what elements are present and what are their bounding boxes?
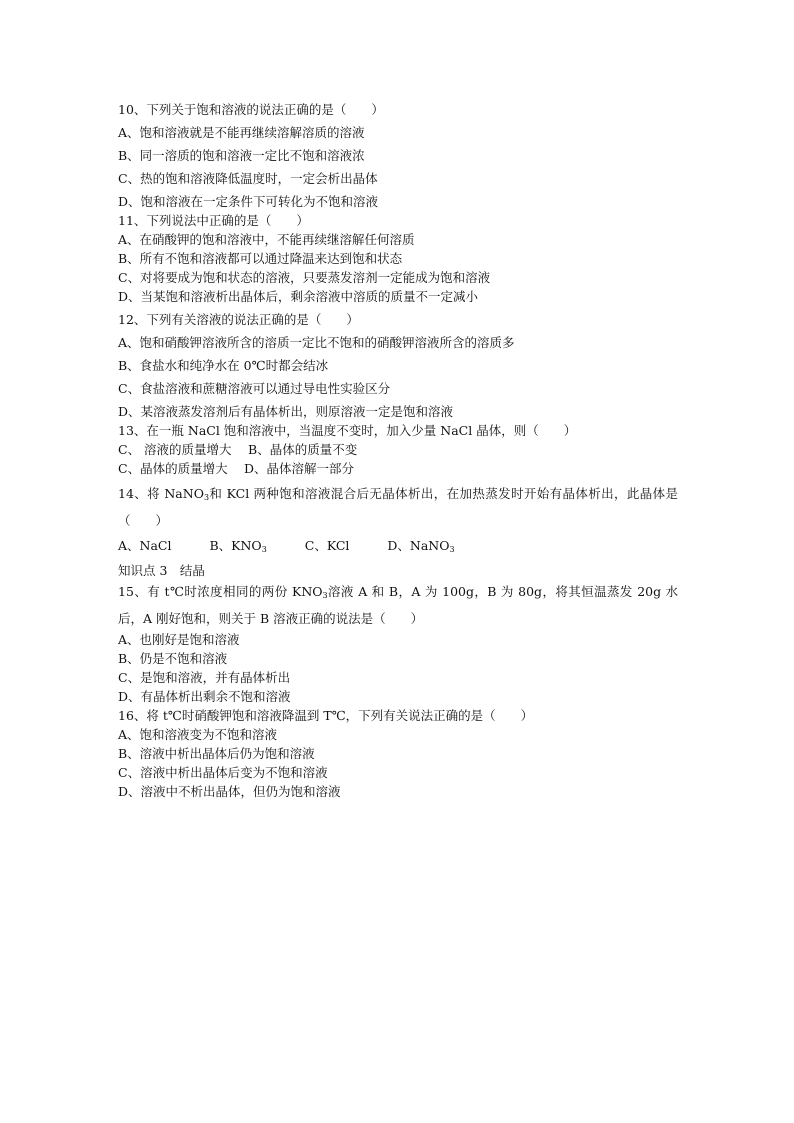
option-a: A、饱和溶液就是不能再继续溶解溶质的溶液 — [118, 125, 365, 140]
question-stem: 13、在一瓶 NaCl 饱和溶液中，当温度不变时，加入少量 NaCl 晶体，则（ ） — [118, 423, 577, 438]
option-d: D、当某饱和溶液析出晶体后，剩余溶液中溶质的质量不一定减小 — [118, 289, 479, 304]
document-body — [118, 100, 678, 801]
option-row-1: C、 溶液的质量增大 B、晶体的质量不变 — [118, 442, 358, 457]
option-c: C、食盐溶液和蔗糖溶液可以通过导电性实验区分 — [118, 381, 391, 396]
question-15 — [118, 580, 678, 706]
option-row — [118, 536, 678, 559]
question-stem: 14、将 NaNO$_3$和 KCl 两种饱和溶液混合后无晶体析出，在加热蒸发时开始有晶体析出，此晶体是（ ） — [118, 486, 678, 528]
question-stem: 12、下列有关溶液的说法正确的是（ ） — [118, 312, 359, 327]
option-d: D、某溶液蒸发溶剂后有晶体析出，则原溶液一定是饱和溶液 — [118, 404, 454, 419]
option-row-2: C、晶体的质量增大 D、晶体溶解一部分 — [118, 461, 355, 476]
question-stem: 11、下列说法中正确的是（ ） — [118, 213, 309, 228]
option-d: D、溶液中不析出晶体，但仍为饱和溶液 — [118, 784, 341, 799]
question-14 — [118, 482, 678, 559]
option-b: B、同一溶质的饱和溶液一定比不饱和溶液浓 — [118, 148, 365, 163]
option-c: C、是饱和溶液，并有晶体析出 — [118, 670, 291, 685]
question-stem: 15、有 t℃时浓度相同的两份 $KNO_3$溶液 A 和 B，A 为 100g，B 为 80g，将其恒温蒸发 20g 水后，A 刚好饱和，则关于 B 溶液正确的说法是（ ） — [118, 584, 678, 626]
option-b: B、$KNO_3$ — [209, 538, 267, 554]
option-c: C、溶液中析出晶体后变为不饱和溶液 — [118, 765, 328, 780]
option-c: C、对将要成为饱和状态的溶液，只要蒸发溶剂一定能成为饱和溶液 — [118, 270, 491, 285]
option-a: A、饱和硝酸钾溶液所含的溶质一定比不饱和的硝酸钾溶液所含的溶质多 — [118, 335, 515, 350]
question-stem: 10、下列关于饱和溶液的说法正确的是（ ） — [118, 102, 384, 117]
option-b: B、所有不饱和溶液都可以通过降温来达到饱和状态 — [118, 251, 403, 266]
option-b: B、溶液中析出晶体后仍为饱和溶液 — [118, 746, 315, 761]
option-b: B、仍是不饱和溶液 — [118, 651, 228, 666]
option-c: C、热的饱和溶液降低温度时，一定会析出晶体 — [118, 171, 378, 186]
question-stem: 16、将 t℃时硝酸钾饱和溶液降温到 T℃，下列有关说法正确的是（ ） — [118, 708, 534, 723]
option-d: D、NaNO$_3$ — [387, 538, 455, 554]
option-d: D、有晶体析出剩余不饱和溶液 — [118, 689, 291, 704]
question-13 — [118, 421, 678, 478]
option-c: C、KCl — [304, 538, 350, 553]
option-a: A、NaCl — [118, 538, 172, 553]
option-a: A、也刚好是饱和溶液 — [118, 632, 240, 647]
option-a: A、在硝酸钾的饱和溶液中，不能再续继溶解任何溶质 — [118, 232, 415, 247]
question-10 — [118, 100, 678, 211]
question-16 — [118, 706, 678, 801]
option-a: A、饱和溶液变为不饱和溶液 — [118, 727, 278, 742]
question-11 — [118, 211, 678, 306]
option-d: D、饱和溶液在一定条件下可转化为不饱和溶液 — [118, 194, 379, 209]
section-heading: 知识点 3 结晶 — [118, 563, 205, 578]
option-b: B、食盐水和纯净水在 0℃时都会结冰 — [118, 358, 329, 373]
question-12 — [118, 310, 678, 421]
